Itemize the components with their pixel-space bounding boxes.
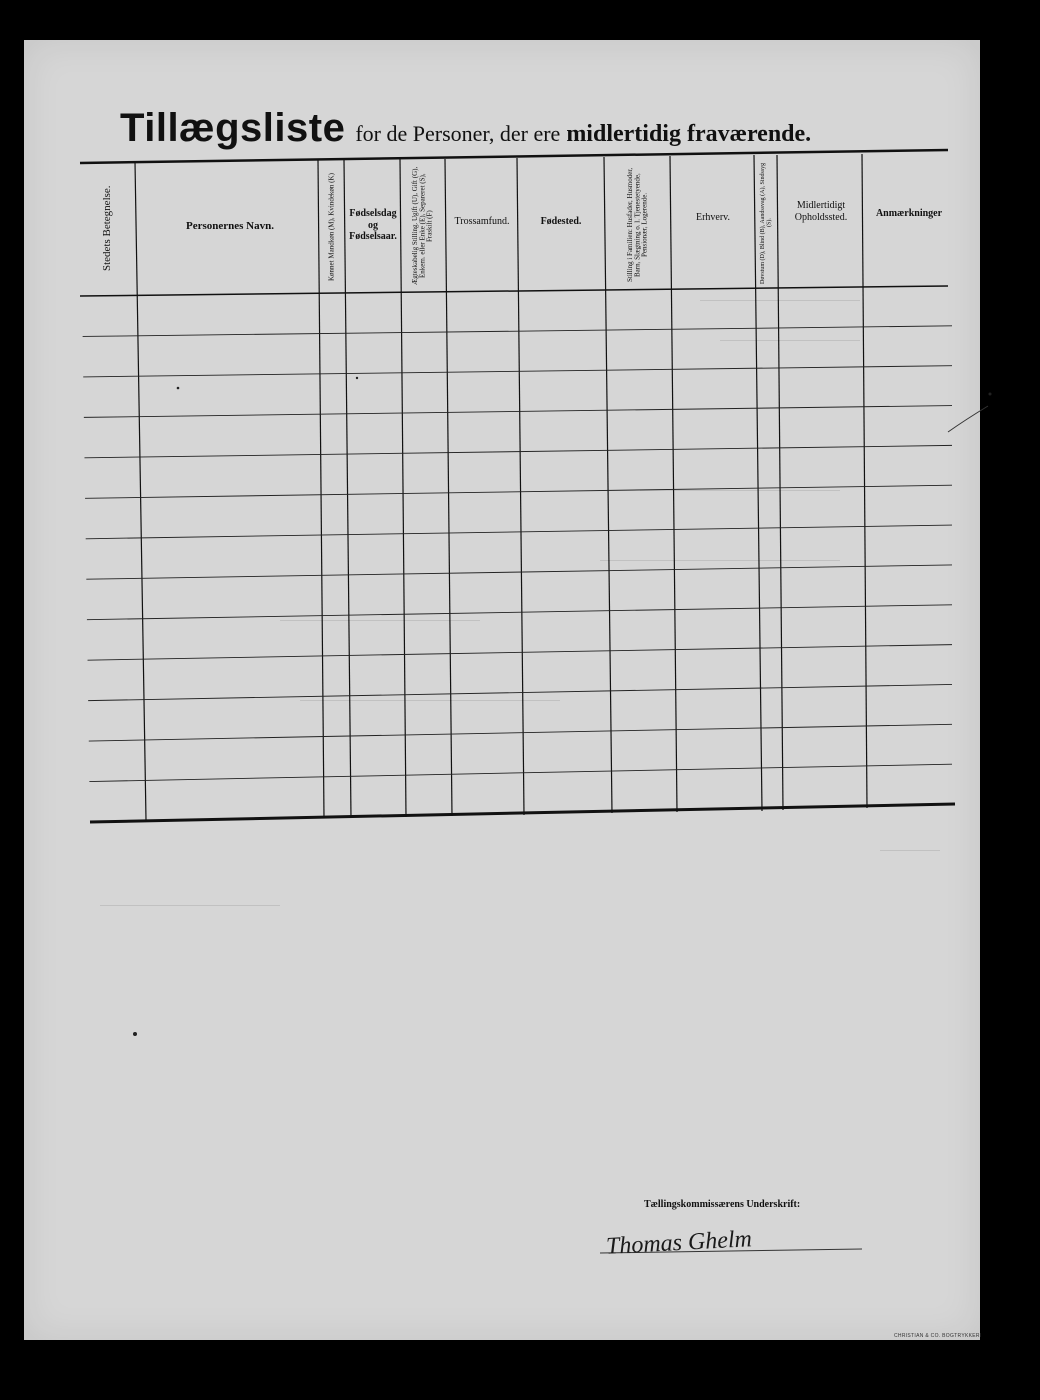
col-header-fodselsdag: Fødselsdag og Fødselsaar. <box>349 208 397 242</box>
col-header-erhverv: Erhverv. <box>695 212 731 223</box>
col-header-personernes-navn: Personernes Navn. <box>186 220 274 232</box>
table-row-line <box>86 525 952 539</box>
printer-mark: CHRISTIAN & CO. BOGTRYKKERI <box>894 1333 982 1339</box>
form-title-main: Tillægsliste <box>120 106 346 150</box>
table-row-line <box>83 366 952 377</box>
table-row-line <box>85 485 952 498</box>
table-row-line <box>88 645 952 661</box>
col-header-fodested: Fødested. <box>540 216 582 227</box>
table-row-line <box>84 445 952 457</box>
col-header-trossamfund: Trossamfund. <box>454 216 510 227</box>
signature-handwritten: Thomas Ghelm <box>605 1226 753 1260</box>
form-title-subtitle: for de Personer, der ere <box>355 121 561 146</box>
col-header-aegteskabelig-stilling: Ægteskabelig Stilling. Ugift (U), Gift (G), Enkem. eller Enke (E), Separeret (S), Fraskilt (F) <box>410 166 434 286</box>
table-row-line <box>86 565 952 579</box>
table-row-line <box>87 605 952 620</box>
signature-label: Tællingskommissærens Underskrift: <box>644 1199 801 1210</box>
table-row-line <box>89 724 952 741</box>
col-header-stilling-i-familien: Stilling i Familien: Husfader, Husmoder, Barn, Slægtning o. l. Tjenestetyende, Pensionær, Logerende. <box>625 167 649 283</box>
col-header-anmaerkninger: Anmærkninger <box>875 208 943 219</box>
col-header-stedets-betegnelse: Stedets Betegnelse. <box>101 185 114 271</box>
form-title-emphasis: midlertidig fraværende. <box>566 121 812 147</box>
table-row-line <box>84 406 952 418</box>
col-header-dovstum: Døvstum (D), Blind (B), Aandssvag (A), Sindssyg (S). <box>760 162 773 284</box>
table-row-line <box>88 684 952 700</box>
col-header-midlertidigt-opholdssted: Midlertidigt Opholdssted. <box>794 200 848 223</box>
table-row-line <box>83 326 952 337</box>
table-row-line <box>89 764 952 781</box>
col-header-kjonnet: Kønnet Mandkøn (M), Kvindekøn (K) <box>327 173 336 281</box>
